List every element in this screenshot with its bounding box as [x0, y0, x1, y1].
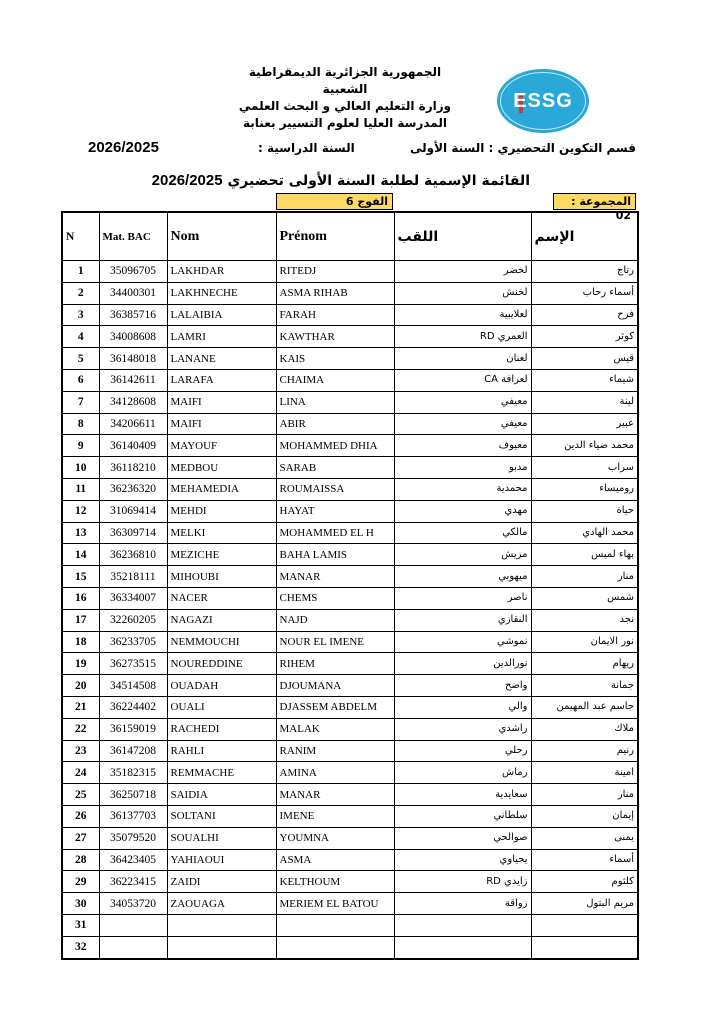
prenom-cell: AMINA	[276, 762, 394, 784]
row-number: 2	[62, 282, 99, 304]
laqab-cell: لخنش	[394, 282, 531, 304]
table-row	[62, 522, 638, 544]
mat-bac-cell: 35079520	[99, 827, 167, 849]
table-row	[62, 391, 638, 413]
mat-bac-cell: 36224402	[99, 696, 167, 718]
nom-cell: SAIDIA	[167, 784, 276, 806]
nom-cell: NOUREDDINE	[167, 653, 276, 675]
table-row	[62, 544, 638, 566]
title-year: 2026/2025	[151, 172, 223, 189]
row-number: 10	[62, 457, 99, 479]
ism-cell: لينة	[531, 391, 638, 413]
ism-cell: محمد ضياء الدين	[531, 435, 638, 457]
mat-bac-cell: 36137703	[99, 805, 167, 827]
prenom-cell: RIHEM	[276, 653, 394, 675]
table-row	[62, 609, 638, 631]
ism-cell: رتاج	[531, 261, 638, 283]
mat-bac-cell: 36140409	[99, 435, 167, 457]
row-number: 12	[62, 500, 99, 522]
row-number: 30	[62, 893, 99, 915]
table-row	[62, 914, 638, 936]
mat-bac-cell: 36159019	[99, 718, 167, 740]
nom-cell: MAIFI	[167, 413, 276, 435]
prenom-cell: IMENE	[276, 805, 394, 827]
column-header-nom: Nom	[167, 212, 276, 261]
mat-bac-cell: 34128608	[99, 391, 167, 413]
row-number: 7	[62, 391, 99, 413]
nom-cell: NACER	[167, 587, 276, 609]
ism-cell: ملاك	[531, 718, 638, 740]
nom-cell: NEMMOUCHI	[167, 631, 276, 653]
mat-bac-cell: 36423405	[99, 849, 167, 871]
ism-cell: جاسم عبد المهيمن	[531, 696, 638, 718]
laqab-cell: معيفي	[394, 413, 531, 435]
ism-cell: نور الايمان	[531, 631, 638, 653]
ism-cell: ريهام	[531, 653, 638, 675]
ism-cell	[531, 914, 638, 936]
row-number: 13	[62, 522, 99, 544]
prenom-cell: MOHAMMED DHIA	[276, 435, 394, 457]
ism-cell: كلثوم	[531, 871, 638, 893]
laqab-cell: سلطاني	[394, 805, 531, 827]
ism-cell: جمانة	[531, 675, 638, 697]
table-row	[62, 653, 638, 675]
nom-cell: LAKHDAR	[167, 261, 276, 283]
nom-cell: MEHDI	[167, 500, 276, 522]
mat-bac-cell: 36334007	[99, 587, 167, 609]
mat-bac-cell: 36142611	[99, 369, 167, 391]
nom-cell: LAMRI	[167, 326, 276, 348]
mat-bac-cell	[99, 914, 167, 936]
department-label: قسم التكوين التحضيري : السنة الأولى	[409, 141, 636, 155]
prenom-cell: ABIR	[276, 413, 394, 435]
laqab-cell: لعرافة CA	[394, 369, 531, 391]
table-row	[62, 784, 638, 806]
prenom-cell: NAJD	[276, 609, 394, 631]
ism-cell: قيس	[531, 348, 638, 370]
ism-cell: كوثر	[531, 326, 638, 348]
row-number: 32	[62, 936, 99, 958]
table-row	[62, 261, 638, 283]
row-number: 22	[62, 718, 99, 740]
table-row	[62, 282, 638, 304]
prenom-cell: CHEMS	[276, 587, 394, 609]
table-row	[62, 718, 638, 740]
academic-year-label: السنة الدراسية :	[258, 141, 355, 155]
laqab-cell: رماش	[394, 762, 531, 784]
laqab-cell: راشدي	[394, 718, 531, 740]
ism-cell	[531, 936, 638, 958]
laqab-cell: مالكي	[394, 522, 531, 544]
ism-cell: شيماء	[531, 369, 638, 391]
mat-bac-cell: 32260205	[99, 609, 167, 631]
row-number: 26	[62, 805, 99, 827]
laqab-cell: زايدي RD	[394, 871, 531, 893]
ism-cell: نجد	[531, 609, 638, 631]
prenom-cell: HAYAT	[276, 500, 394, 522]
nom-cell: MIHOUBI	[167, 566, 276, 588]
ism-cell: يمنى	[531, 827, 638, 849]
table-row	[62, 893, 638, 915]
row-number: 5	[62, 348, 99, 370]
mat-bac-cell: 36233705	[99, 631, 167, 653]
row-number: 19	[62, 653, 99, 675]
row-number: 23	[62, 740, 99, 762]
laqab-cell	[394, 936, 531, 958]
row-number: 15	[62, 566, 99, 588]
laqab-cell: النقازي	[394, 609, 531, 631]
mat-bac-cell: 36236810	[99, 544, 167, 566]
nom-cell: SOUALHI	[167, 827, 276, 849]
prenom-cell: ASMA	[276, 849, 394, 871]
prenom-cell: DJOUMANA	[276, 675, 394, 697]
row-number: 31	[62, 914, 99, 936]
nom-cell: MEDBOU	[167, 457, 276, 479]
table-row	[62, 631, 638, 653]
table-row	[62, 478, 638, 500]
prenom-cell: ASMA RIHAB	[276, 282, 394, 304]
nom-cell: LALAIBIA	[167, 304, 276, 326]
prenom-cell: DJASSEM ABDELM	[276, 696, 394, 718]
row-number: 29	[62, 871, 99, 893]
prenom-cell: MERIEM EL BATOU	[276, 893, 394, 915]
row-number: 17	[62, 609, 99, 631]
ism-cell: منار	[531, 566, 638, 588]
mat-bac-cell: 36118210	[99, 457, 167, 479]
ism-cell: رنيم	[531, 740, 638, 762]
table-header-row	[62, 212, 638, 261]
nom-cell: MEZICHE	[167, 544, 276, 566]
prenom-cell: YOUMNA	[276, 827, 394, 849]
mat-bac-cell: 34514508	[99, 675, 167, 697]
mat-bac-cell	[99, 936, 167, 958]
prenom-cell: NOUR EL IMENE	[276, 631, 394, 653]
laqab-cell: ناصر	[394, 587, 531, 609]
table-row	[62, 326, 638, 348]
table-row	[62, 457, 638, 479]
nom-cell: OUADAH	[167, 675, 276, 697]
table-row	[62, 827, 638, 849]
title-text: القائمة الإسمية لطلبة السنة الأولى تحضيري	[227, 173, 530, 189]
prenom-cell: RANIM	[276, 740, 394, 762]
row-number: 25	[62, 784, 99, 806]
mat-bac-cell: 35182315	[99, 762, 167, 784]
row-number: 4	[62, 326, 99, 348]
school-line: المدرسة العليا لعلوم التسيير بعنابة	[243, 116, 447, 130]
row-number: 28	[62, 849, 99, 871]
nom-cell: YAHIAOUI	[167, 849, 276, 871]
prenom-cell: SARAB	[276, 457, 394, 479]
laqab-cell: مزيش	[394, 544, 531, 566]
laqab-cell: العمري RD	[394, 326, 531, 348]
nom-cell: RACHEDI	[167, 718, 276, 740]
mat-bac-cell: 36273515	[99, 653, 167, 675]
row-number: 11	[62, 478, 99, 500]
nom-cell: MAYOUF	[167, 435, 276, 457]
laqab-cell: سعايدية	[394, 784, 531, 806]
laqab-cell	[394, 914, 531, 936]
laqab-cell: محمدية	[394, 478, 531, 500]
ism-cell: محمد الهادي	[531, 522, 638, 544]
table-row	[62, 369, 638, 391]
laqab-cell: ميهوبي	[394, 566, 531, 588]
column-header-prenom: Prénom	[276, 212, 394, 261]
table-row	[62, 936, 638, 958]
ism-cell: منار	[531, 784, 638, 806]
ism-cell: سراب	[531, 457, 638, 479]
prenom-cell: RITEDJ	[276, 261, 394, 283]
prenom-cell: MANAR	[276, 566, 394, 588]
document-title	[151, 172, 530, 189]
table-row	[62, 675, 638, 697]
nom-cell: ZAOUAGA	[167, 893, 276, 915]
table-body	[62, 261, 638, 959]
student-list-table	[61, 211, 639, 960]
laqab-cell: نموشي	[394, 631, 531, 653]
nom-cell: MAIFI	[167, 391, 276, 413]
prenom-cell: FARAH	[276, 304, 394, 326]
table-row	[62, 805, 638, 827]
laqab-cell: لخضر	[394, 261, 531, 283]
nom-cell: SOLTANI	[167, 805, 276, 827]
ism-cell: مريم البتول	[531, 893, 638, 915]
column-header-mat-bac: Mat. BAC	[99, 212, 167, 261]
nom-cell: LARAFA	[167, 369, 276, 391]
republic-line: الجمهورية الجزائرية الديمقراطية الشعبية	[248, 65, 442, 96]
prenom-cell	[276, 914, 394, 936]
column-header-n: N	[62, 212, 99, 261]
row-number: 16	[62, 587, 99, 609]
ministry-line: وزارة التعليم العالي و البحث العلمي	[238, 99, 452, 113]
table-row	[62, 435, 638, 457]
mat-bac-cell: 34400301	[99, 282, 167, 304]
academic-year-value: 2026/2025	[88, 139, 159, 156]
prenom-cell: KELTHOUM	[276, 871, 394, 893]
mat-bac-cell: 31069414	[99, 500, 167, 522]
laqab-cell: رحلي	[394, 740, 531, 762]
laqab-cell: مدبو	[394, 457, 531, 479]
ism-cell: امينة	[531, 762, 638, 784]
table-row	[62, 740, 638, 762]
laqab-cell: لعنان	[394, 348, 531, 370]
row-number: 24	[62, 762, 99, 784]
table-row	[62, 849, 638, 871]
row-number: 20	[62, 675, 99, 697]
prenom-cell: CHAIMA	[276, 369, 394, 391]
column-header-ism: الإسم	[531, 212, 638, 261]
section-label: الفوج 6	[276, 193, 393, 210]
school-logo	[497, 69, 589, 133]
ism-cell: أسماء رحاب	[531, 282, 638, 304]
mat-bac-cell: 36148018	[99, 348, 167, 370]
row-number: 6	[62, 369, 99, 391]
nom-cell	[167, 914, 276, 936]
laqab-cell: لعلايبية	[394, 304, 531, 326]
ism-cell: بهاء لميس	[531, 544, 638, 566]
row-number: 1	[62, 261, 99, 283]
table-row	[62, 871, 638, 893]
institution-header	[230, 64, 460, 132]
prenom-cell: MALAK	[276, 718, 394, 740]
mat-bac-cell: 35218111	[99, 566, 167, 588]
laqab-cell: مهدي	[394, 500, 531, 522]
nom-cell: REMMACHE	[167, 762, 276, 784]
row-number: 18	[62, 631, 99, 653]
ism-cell: عبير	[531, 413, 638, 435]
row-number: 9	[62, 435, 99, 457]
laqab-cell: معيوف	[394, 435, 531, 457]
nom-cell: OUALI	[167, 696, 276, 718]
nom-cell: RAHLI	[167, 740, 276, 762]
laqab-cell: صوالحي	[394, 827, 531, 849]
nom-cell: ZAIDI	[167, 871, 276, 893]
table-row	[62, 413, 638, 435]
laqab-cell: يحياوي	[394, 849, 531, 871]
prenom-cell: ROUMAISSA	[276, 478, 394, 500]
ism-cell: أسماء	[531, 849, 638, 871]
ism-cell: إيمان	[531, 805, 638, 827]
nom-cell	[167, 936, 276, 958]
prenom-cell: MANAR	[276, 784, 394, 806]
laqab-cell: نورالدين	[394, 653, 531, 675]
laqab-cell: واضح	[394, 675, 531, 697]
laqab-cell: والي	[394, 696, 531, 718]
table-row	[62, 587, 638, 609]
ism-cell: روميساء	[531, 478, 638, 500]
ism-cell: فرح	[531, 304, 638, 326]
prenom-cell: KAWTHAR	[276, 326, 394, 348]
table-row	[62, 304, 638, 326]
table-row	[62, 566, 638, 588]
mat-bac-cell: 36309714	[99, 522, 167, 544]
table-row	[62, 762, 638, 784]
row-number: 21	[62, 696, 99, 718]
nom-cell: LAKHNECHE	[167, 282, 276, 304]
mat-bac-cell: 35096705	[99, 261, 167, 283]
prenom-cell: KAIS	[276, 348, 394, 370]
laqab-cell: زواقة	[394, 893, 531, 915]
mat-bac-cell: 34206611	[99, 413, 167, 435]
nom-cell: LANANE	[167, 348, 276, 370]
ism-cell: شمس	[531, 587, 638, 609]
nom-cell: NAGAZI	[167, 609, 276, 631]
mat-bac-cell: 36250718	[99, 784, 167, 806]
table-row	[62, 696, 638, 718]
row-number: 8	[62, 413, 99, 435]
mat-bac-cell: 36385716	[99, 304, 167, 326]
logo-text: ESSG	[513, 89, 573, 112]
nom-cell: MELKI	[167, 522, 276, 544]
column-header-laqab: اللقب	[394, 212, 531, 261]
ism-cell: حياة	[531, 500, 638, 522]
mat-bac-cell: 36147208	[99, 740, 167, 762]
row-number: 3	[62, 304, 99, 326]
row-number: 14	[62, 544, 99, 566]
table-row	[62, 500, 638, 522]
row-number: 27	[62, 827, 99, 849]
prenom-cell: BAHA LAMIS	[276, 544, 394, 566]
mat-bac-cell: 34008608	[99, 326, 167, 348]
nom-cell: MEHAMEDIA	[167, 478, 276, 500]
prenom-cell	[276, 936, 394, 958]
group-label: المجموعة : 02	[553, 193, 636, 210]
prenom-cell: LINA	[276, 391, 394, 413]
laqab-cell: معيفي	[394, 391, 531, 413]
table-row	[62, 348, 638, 370]
mat-bac-cell: 34053720	[99, 893, 167, 915]
prenom-cell: MOHAMMED EL H	[276, 522, 394, 544]
mat-bac-cell: 36236320	[99, 478, 167, 500]
mat-bac-cell: 36223415	[99, 871, 167, 893]
